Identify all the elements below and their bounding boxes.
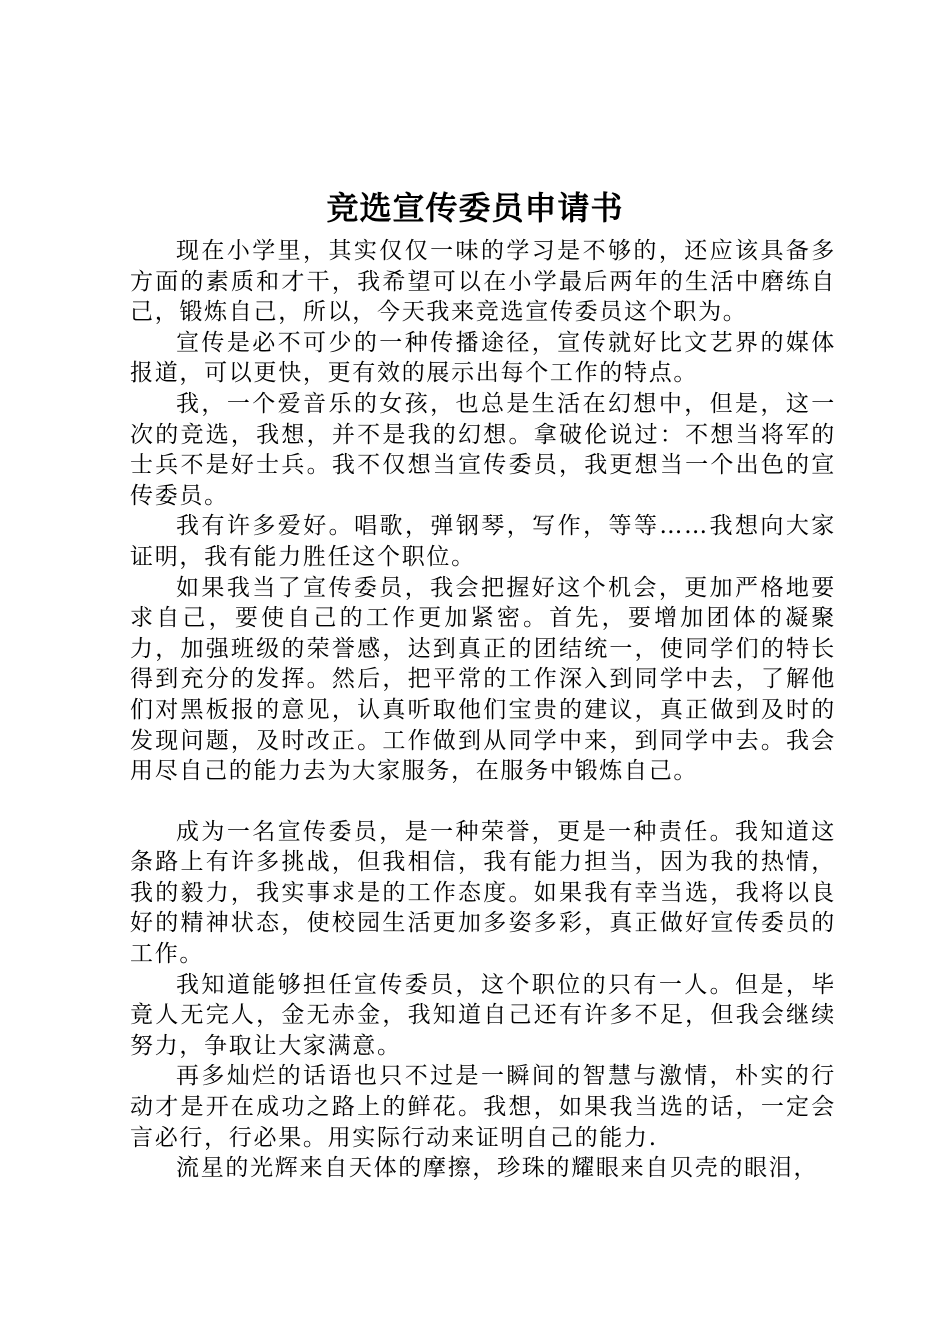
paragraph: 再多灿烂的话语也只不过是一瞬间的智慧与激情，朴实的行动才是开在成功之路上的鲜花。我想，如果我当选的话，一定会言必行，行必果。用实际行动来证明自己的能力.: [130, 1063, 836, 1151]
document-title: 竞选宣传委员申请书: [326, 189, 624, 227]
paragraph: 流星的光辉来自天体的摩擦，珍珠的耀眼来自贝壳的眼泪，: [176, 1155, 819, 1182]
paragraph: 我，一个爱音乐的女孩，也总是生活在幻想中，但是，这一次的竞选，我想，并不是我的幻想。拿破伦说过：不想当将军的士兵不是好士兵。我不仅想当宣传委员，我更想当一个出色的宣传委员。: [130, 390, 836, 509]
paragraph: 宣传是必不可少的一种传播途径，宣传就好比文艺界的媒体报道，可以更快，更有效的展示出每个工作的特点。: [130, 329, 836, 387]
paragraph: 如果我当了宣传委员，我会把握好这个机会，更加严格地要求自己，要使自己的工作更加紧密。首先，要增加团体的凝聚力，加强班级的荣誉感，达到真正的团结统一，使同学们的特长得到充分的发挥。然后，把平常的工作深入到同学中去，了解他们对黑板报的意见，认真听取他们宝贵的建议，真正做到及时的发现问题，及时改正。工作做到从同学中来，到同学中去。我会用尽自己的能力去为大家服务，在服务中锻炼自己。: [130, 574, 836, 785]
blank-line: [130, 787, 836, 817]
paragraph: 现在小学里，其实仅仅一味的学习是不够的，还应该具备多方面的素质和才干，我希望可以在小学最后两年的生活中磨练自己，锻炼自己，所以，今天我来竞选宣传委员这个职为。: [130, 238, 836, 326]
document-body: [130, 236, 836, 1184]
paragraph: 我知道能够担任宣传委员，这个职位的只有一人。但是，毕竟人无完人，金无赤金，我知道自己还有许多不足，但我会继续努力，争取让大家满意。: [130, 971, 836, 1059]
paragraph: 我有许多爱好。唱歌，弹钢琴，写作，等等……我想向大家证明，我有能力胜任这个职位。: [130, 513, 836, 570]
paragraph: 成为一名宣传委员，是一种荣誉，更是一种责任。我知道这条路上有许多挑战，但我相信，我有能力担当，因为我的热情，我的毅力，我实事求是的工作态度。如果我有幸当选，我将以良好的精神状态，使校园生活更加多姿多彩，真正做好宣传委员的工作。: [130, 818, 836, 968]
